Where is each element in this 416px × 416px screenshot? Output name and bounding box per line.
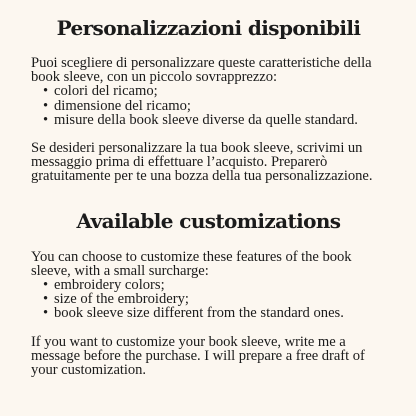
bullet-icon: • [43, 97, 49, 114]
list-item [43, 99, 386, 113]
list-item-text: colori del ricamo; [54, 83, 158, 100]
italian-heading: Personalizzazioni disponibili [56, 16, 361, 40]
list-item [43, 306, 386, 320]
list-item [43, 292, 386, 306]
english-note-text: If you want to customize your book sleeve, write me a message before the purchase. I will prepare a free draft of your customization. [31, 333, 365, 379]
list-item [43, 84, 386, 98]
list-item-text: book sleeve size different from the standard ones. [54, 305, 344, 322]
italian-intro-text: Puoi scegliere di personalizzare queste caratteristiche della book sleeve, con un piccolo sovrapprezzo: [31, 55, 372, 86]
bullet-icon: • [43, 305, 49, 322]
english-intro-text: You can choose to customize these features of the book sleeve, with a small surcharge: [31, 248, 352, 279]
list-item-text: embroidery colors; [54, 277, 165, 294]
bullet-icon: • [43, 111, 49, 128]
italian-note-text: Se desideri personalizzare la tua book sleeve, scrivimi un messaggio prima di effettuare l’acquisto. Preparerò gratuitamente per te una bozza della tua personalizzazione. [31, 140, 373, 185]
italian-section [31, 16, 386, 184]
english-section [31, 209, 386, 378]
list-item-text: size of the embroidery; [54, 291, 189, 308]
bullet-icon: • [43, 291, 49, 308]
list-item-text: misure della book sleeve diverse da quelle standard. [54, 111, 358, 128]
list-item [43, 278, 386, 292]
english-heading: Available customizations [76, 208, 341, 233]
bullet-icon: • [43, 277, 49, 294]
bullet-icon: • [43, 83, 49, 100]
list-item-text: dimensione del ricamo; [54, 97, 191, 114]
list-item [43, 113, 386, 127]
english-options-list [31, 278, 386, 321]
italian-options-list [31, 84, 386, 127]
